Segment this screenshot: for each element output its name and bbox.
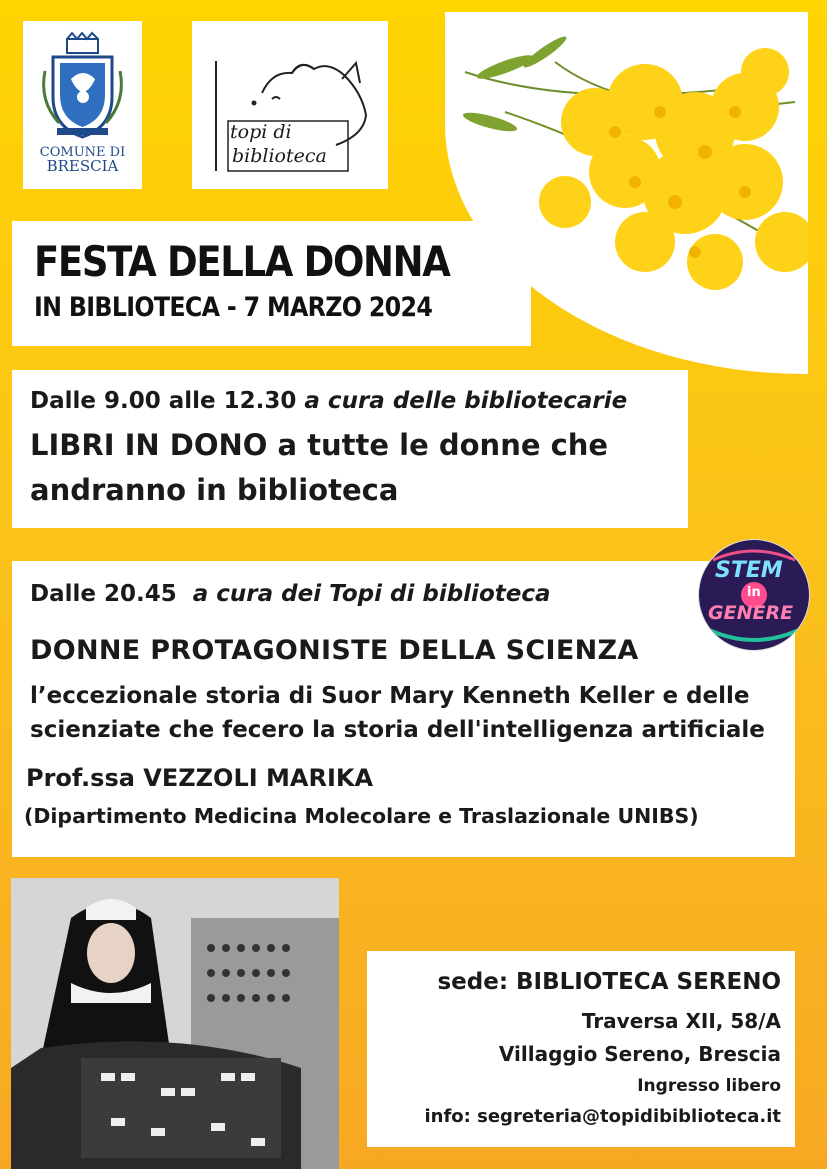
evening-headline: DONNE PROTAGONISTE DELLA SCIENZA bbox=[30, 635, 639, 666]
brescia-crest-icon bbox=[23, 31, 142, 151]
stem-in-genere-badge bbox=[698, 539, 810, 651]
morning-curator: a cura delle bibliotecarie bbox=[304, 388, 628, 414]
genere-word: GENERE bbox=[708, 602, 794, 624]
mary-kenneth-keller-photo bbox=[11, 878, 339, 1169]
contact-email[interactable]: info: segreteria@topidibiblioteca.it bbox=[424, 1106, 781, 1127]
stem-word: STEM bbox=[715, 558, 783, 583]
morning-time-line bbox=[30, 388, 627, 414]
biblioteca-label: biblioteca bbox=[232, 145, 327, 167]
topi-di-biblioteca-logo bbox=[192, 21, 388, 189]
evening-desc-line1: l’eccezionale storia di Suor Mary Kenneth Keller e delle bbox=[30, 683, 750, 709]
speaker-affiliation: (Dipartimento Medicina Molecolare e Traslazionale UNIBS) bbox=[24, 804, 699, 828]
venue-info-panel bbox=[367, 951, 795, 1147]
event-subtitle: IN BIBLIOTECA - 7 MARZO 2024 bbox=[34, 292, 433, 323]
morning-time: Dalle 9.00 alle 12.30 bbox=[30, 388, 297, 414]
evening-curator: a cura dei Topi di biblioteca bbox=[192, 581, 551, 607]
venue-address-line2: Villaggio Sereno, Brescia bbox=[498, 1042, 781, 1066]
event-title: FESTA DELLA DONNA bbox=[34, 237, 450, 286]
comune-label: COMUNE DI bbox=[39, 145, 126, 160]
comune-di-brescia-logo bbox=[23, 21, 142, 189]
morning-desc-line1: LIBRI IN DONO a tutte le donne che bbox=[30, 428, 609, 462]
entry-info: Ingresso libero bbox=[637, 1076, 781, 1096]
morning-desc-line2: andranno in biblioteca bbox=[30, 473, 399, 507]
brescia-label: BRESCIA bbox=[46, 157, 119, 175]
title-panel bbox=[12, 221, 531, 346]
evening-desc-line2: scienziate che fecero la storia dell'intelligenza artificiale bbox=[30, 717, 765, 743]
topi-label: topi di bbox=[230, 121, 292, 143]
evening-time-line bbox=[30, 581, 551, 607]
evening-session-panel bbox=[12, 561, 795, 857]
venue-address-line1: Traversa XII, 58/A bbox=[581, 1009, 781, 1033]
in-word: in bbox=[747, 585, 761, 600]
venue-name: sede: BIBLIOTECA SERENO bbox=[437, 969, 781, 995]
evening-time: Dalle 20.45 bbox=[30, 581, 177, 607]
speaker-name: Prof.ssa VEZZOLI MARIKA bbox=[26, 764, 374, 792]
photo-illustration-icon bbox=[11, 878, 339, 1169]
morning-session-panel bbox=[12, 370, 688, 528]
